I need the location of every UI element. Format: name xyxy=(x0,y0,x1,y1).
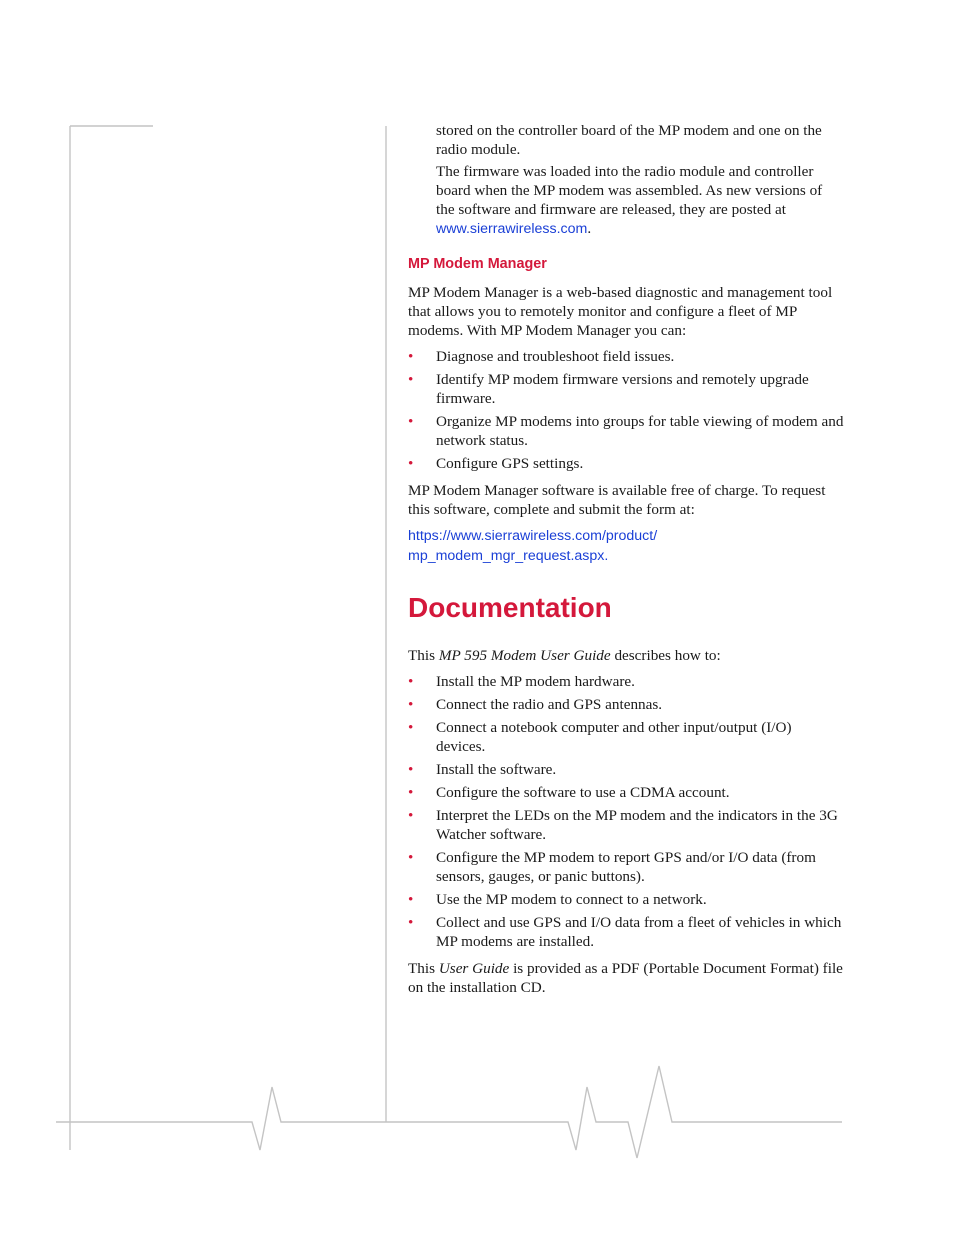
bullet-icon: • xyxy=(408,696,414,713)
list-item xyxy=(408,890,844,909)
list-item-text: Install the MP modem hardware. xyxy=(436,673,635,690)
list-item-text: Organize MP modems into groups for table viewing of modem and network status. xyxy=(436,413,844,449)
sierrawireless-link[interactable]: www.sierrawireless.com xyxy=(436,221,588,237)
main-content xyxy=(408,121,844,1004)
list-item-text: Identify MP modem firmware versions and remotely upgrade firmware. xyxy=(436,371,809,407)
bullet-icon: • xyxy=(408,807,414,824)
bullet-icon: • xyxy=(408,914,414,931)
list-item-text: Diagnose and troubleshoot field issues. xyxy=(436,348,675,365)
list-item-text: Configure the MP modem to report GPS and/or I/O data (from sensors, gauges, or panic buttons). xyxy=(436,849,816,885)
documentation-closing xyxy=(408,959,844,997)
bullet-icon: • xyxy=(408,719,414,736)
list-item xyxy=(408,695,844,714)
list-item-text: Configure GPS settings. xyxy=(436,455,584,472)
list-item xyxy=(408,412,844,450)
list-item-text: Collect and use GPS and I/O data from a fleet of vehicles in which MP modems are installed. xyxy=(436,914,842,950)
list-item xyxy=(408,347,844,366)
documentation-intro xyxy=(408,646,844,665)
bullet-icon: • xyxy=(408,761,414,778)
list-item xyxy=(408,913,844,951)
list-item-text: Interpret the LEDs on the MP modem and the indicators in the 3G Watcher software. xyxy=(436,807,838,843)
list-item-text: Install the software. xyxy=(436,761,557,778)
documentation-closing-post: is provided as a PDF (Portable Document Format) file on the installation CD. xyxy=(408,960,843,996)
intro-paragraph-2-text: The firmware was loaded into the radio module and controller board when the MP modem was assembled. As new versions of the software and firmware are released, they are posted at xyxy=(436,163,823,218)
bullet-icon: • xyxy=(408,413,414,430)
documentation-closing-pre: This xyxy=(408,960,439,977)
documentation-intro-post: describes how to: xyxy=(610,647,721,664)
request-form-url xyxy=(408,526,844,566)
list-item xyxy=(408,672,844,691)
mp-modem-manager-heading: MP Modem Manager xyxy=(408,256,547,272)
bullet-icon: • xyxy=(408,455,414,472)
bullet-icon: • xyxy=(408,849,414,866)
list-item xyxy=(408,848,844,886)
list-item xyxy=(408,718,844,756)
mp-modem-manager-availability: MP Modem Manager software is available free of charge. To request this software, complete and submit the form at: xyxy=(408,482,826,518)
list-item xyxy=(408,760,844,779)
bullet-icon: • xyxy=(408,348,414,365)
documentation-heading: Documentation xyxy=(408,592,612,623)
list-item xyxy=(408,806,844,844)
intro-paragraph-1: stored on the controller board of the MP modem and one on the radio module. xyxy=(436,122,822,158)
mp-modem-manager-list xyxy=(408,347,844,473)
user-guide-title: User Guide xyxy=(438,960,510,977)
list-item-text: Configure the software to use a CDMA account. xyxy=(436,784,730,801)
bullet-icon: • xyxy=(408,371,414,388)
bullet-icon: • xyxy=(408,784,414,801)
intro-paragraph-2 xyxy=(436,162,844,239)
documentation-list xyxy=(408,672,844,951)
request-form-link-end: . xyxy=(604,548,609,564)
list-item-text: Connect the radio and GPS antennas. xyxy=(436,696,663,713)
list-item xyxy=(408,454,844,473)
list-item-text: Connect a notebook computer and other input/output (I/O) devices. xyxy=(436,719,792,755)
intro-section xyxy=(408,121,844,239)
list-item xyxy=(408,783,844,802)
bullet-icon: • xyxy=(408,891,414,908)
mp-modem-manager-intro: MP Modem Manager is a web-based diagnostic and management tool that allows you to remotely monitor and configure a fleet of MP modems. With MP Modem Manager you can: xyxy=(408,284,833,339)
documentation-intro-pre: This xyxy=(408,647,439,664)
guide-title: MP 595 Modem User Guide xyxy=(438,647,611,664)
request-form-link-line-1[interactable]: https://www.sierrawireless.com/product/ xyxy=(408,528,658,544)
list-item xyxy=(408,370,844,408)
bullet-icon: • xyxy=(408,673,414,690)
intro-paragraph-2-end: . xyxy=(587,220,592,237)
list-item-text: Use the MP modem to connect to a network. xyxy=(436,891,707,908)
request-form-link-line-2[interactable]: mp_modem_mgr_request.aspx xyxy=(408,548,605,564)
